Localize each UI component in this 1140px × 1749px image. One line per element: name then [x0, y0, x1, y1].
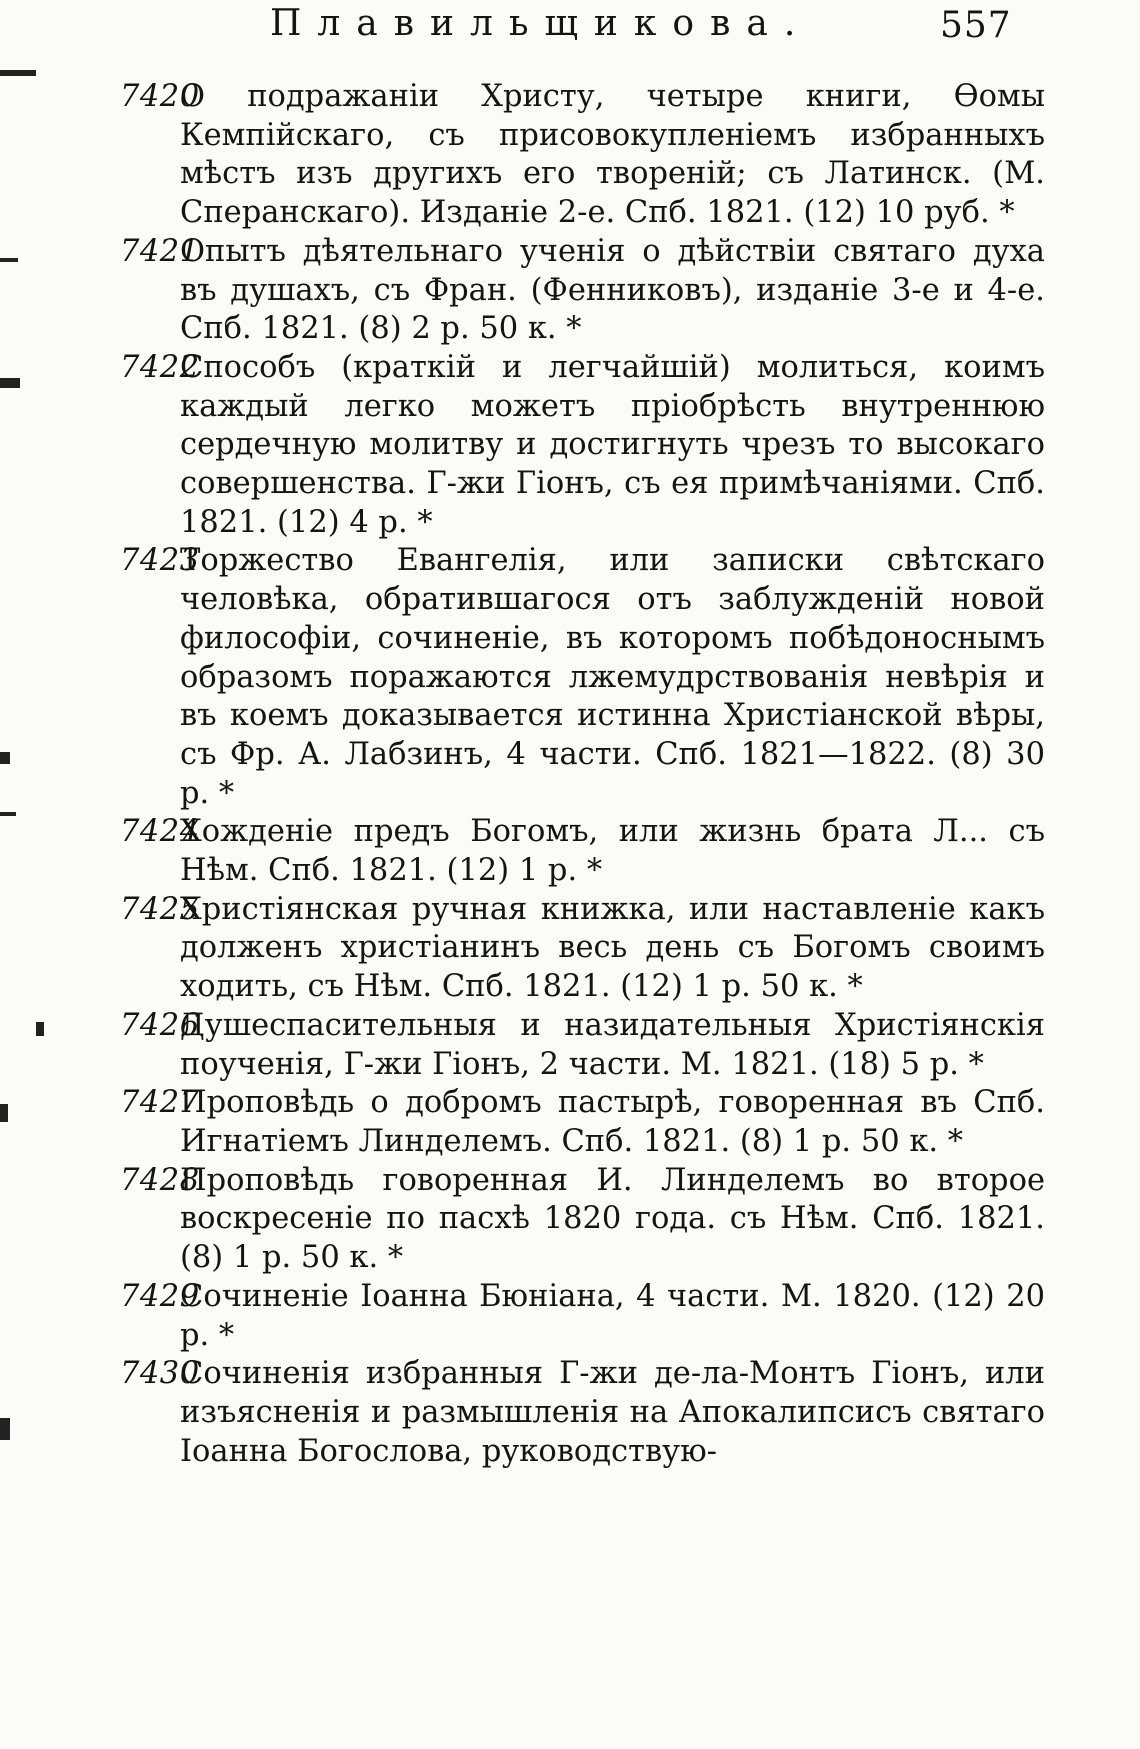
entry-number: 7421 [120, 233, 200, 269]
catalog-entry [120, 1355, 1045, 1471]
catalog-entry [120, 1007, 1045, 1084]
page-number: 557 [940, 5, 1012, 46]
entry-number: 7425 [120, 891, 200, 927]
running-head: Плавильщикова. [270, 3, 812, 44]
entry-text: Христіянская ручная книжка, или наставленіе какъ долженъ христіанинъ весь день съ Богомъ своимъ ходить, съ Нѣм. Спб. 1821. (12) 1 р. 50 к. * [180, 891, 1045, 1005]
catalog-entries [120, 78, 1045, 1471]
entry-number: 7423 [120, 543, 200, 579]
margin-mark [36, 1022, 44, 1036]
entry-text: Сочиненія избранныя Г-жи де-ла-Монтъ Гіонъ, или изъясненія и размышленія на Апокалипсисъ святаго Іоанна Богослова, руководствую- [180, 1356, 1045, 1469]
margin-mark [0, 752, 10, 764]
entry-text: Опытъ дѣятельнаго ученія о дѣйствіи святаго духа въ душахъ, съ Фран. (Фенниковъ), изданіе 3-е и 4-е. Спб. 1821. (8) 2 р. 50 к. * [180, 233, 1045, 347]
entry-number: 7420 [120, 79, 200, 114]
catalog-entry [120, 1084, 1045, 1161]
margin-mark [0, 70, 36, 76]
catalog-entry [120, 542, 1045, 813]
entry-number: 7426 [120, 1007, 200, 1043]
entry-text: О подражаніи Христу, четыре книги, Ѳомы Кемпійскаго, съ присовокупленіемъ избранныхъ мѣстъ изъ другихъ его твореній; съ Латинск. (М. Сперанскаго). Изданіе 2-е. Спб. 1821. (12) 10 руб. * [180, 79, 1045, 231]
entry-number: 7422 [120, 349, 200, 385]
margin-mark [0, 378, 20, 388]
catalog-entry [120, 233, 1045, 349]
entry-text: Сочиненіе Іоанна Бюніана, 4 части. М. 1820. (12) 20 р. * [180, 1278, 1045, 1353]
margin-mark [0, 1104, 8, 1122]
entry-number: 7424 [120, 814, 200, 850]
entry-text: Хожденіе предъ Богомъ, или жизнь брата Л... съ Нѣм. Спб. 1821. (12) 1 р. * [180, 814, 1045, 889]
catalog-entry [120, 1278, 1045, 1355]
entry-text: Проповѣдь о добромъ пастырѣ, говоренная въ Спб. Игнатіемъ Линделемъ. Спб. 1821. (8) 1 р. 50 к. * [180, 1085, 1045, 1159]
catalog-entry [120, 349, 1045, 543]
entry-text: Душеспасительныя и назидательныя Христіянскія поученія, Г-жи Гіонъ, 2 части. М. 1821. (18) 5 р. * [180, 1007, 1045, 1082]
margin-mark [0, 1418, 10, 1440]
catalog-entry [120, 813, 1045, 890]
entry-number: 7430 [120, 1356, 200, 1392]
margin-mark [0, 812, 16, 816]
catalog-entry [120, 891, 1045, 1007]
catalog-entry [120, 78, 1045, 233]
catalog-entry [120, 1162, 1045, 1278]
entry-number: 7427 [120, 1085, 200, 1121]
entry-text: Торжество Евангелія, или записки свѣтскаго человѣка, обратившагося отъ заблужденій новой философіи, сочиненіе, въ которомъ побѣдоноснымъ образомъ поражаются лжемудрствованія невѣрія и въ коемъ доказывается истинна Христіанской вѣры, съ Фр. А. Лабзинъ, 4 части. Спб. 1821—1822. (8) 30 р. * [180, 543, 1045, 811]
entry-number: 7428 [120, 1162, 200, 1198]
entry-text: Способъ (краткій и легчайшій) молиться, коимъ каждый легко можетъ пріобрѣсть внутреннюю сердечную молитву и достигнуть чрезъ то высокаго совершенства. Г-жи Гіонъ, съ ея примѣчаніями. Спб. 1821. (12) 4 р. * [180, 349, 1045, 540]
entry-number: 7429 [120, 1278, 200, 1314]
margin-mark [0, 258, 18, 262]
entry-text: Проповѣдь говоренная И. Линделемъ во второе воскресеніе по пасхѣ 1820 года. съ Нѣм. Спб. 1821. (8) 1 р. 50 к. * [180, 1162, 1045, 1276]
